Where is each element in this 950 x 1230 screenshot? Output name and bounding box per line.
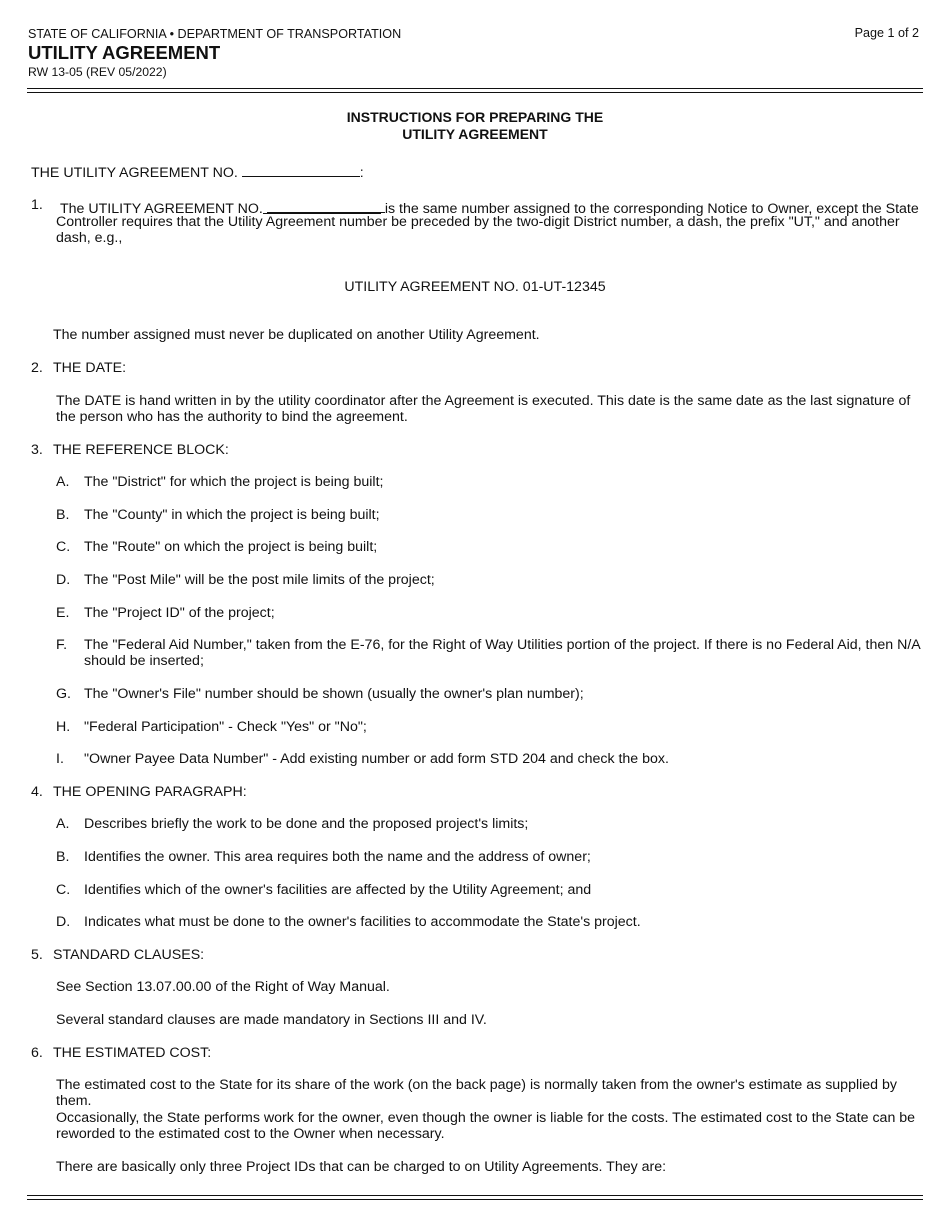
item3-b-letter: B.: [56, 507, 70, 523]
instructions-title-line2: UTILITY AGREEMENT: [402, 126, 548, 142]
item5-heading: STANDARD CLAUSES:: [53, 947, 205, 963]
page-number: Page 1 of 2: [854, 26, 919, 40]
item3-e-letter: E.: [56, 605, 70, 621]
item4-a-letter: A.: [56, 816, 70, 832]
item3-c-letter: C.: [56, 539, 71, 555]
item2-number: 2.: [31, 360, 43, 376]
footer-rule-top: [27, 1195, 923, 1196]
header-rule-top: [27, 88, 923, 89]
item6-heading: THE ESTIMATED COST:: [53, 1045, 212, 1061]
item2-heading: THE DATE:: [53, 360, 127, 376]
header-agency: STATE OF CALIFORNIA • DEPARTMENT OF TRANSPORTATION: [28, 27, 402, 41]
item5-text1: See Section 13.07.00.00 of the Right of Way Manual.: [56, 979, 390, 995]
item1-note: The number assigned must never be duplicated on another Utility Agreement.: [53, 327, 540, 343]
item1-blank: [267, 198, 385, 213]
instructions-title: [0, 109, 950, 143]
item3-g-letter: G.: [56, 686, 71, 702]
item3-e-text: The "Project ID" of the project;: [84, 605, 275, 621]
agreement-no-label: THE UTILITY AGREEMENT NO.: [31, 165, 238, 181]
item4-d-text: Indicates what must be done to the owner's facilities to accommodate the State's project.: [84, 914, 641, 930]
item1-example: UTILITY AGREEMENT NO. 01-UT-12345: [344, 279, 606, 295]
item1-overline: [263, 213, 381, 214]
item6-text3: There are basically only three Project IDs that can be charged to on Utility Agreements. They are:: [56, 1159, 667, 1175]
item4-a-text: Describes briefly the work to be done and the proposed project's limits;: [84, 816, 529, 832]
item4-c-text: Identifies which of the owner's facilities are affected by the Utility Agreement; and: [84, 882, 592, 898]
item3-d-text: The "Post Mile" will be the post mile limits of the project;: [84, 572, 435, 588]
item3-a-letter: A.: [56, 474, 70, 490]
item3-f-text: The "Federal Aid Number," taken from the E-76, for the Right of Way Utilities portion of the project. If there is no Federal Aid, then N/A should be inserted;: [84, 637, 920, 669]
item3-d-letter: D.: [56, 572, 71, 588]
item3-f-letter: F.: [56, 637, 68, 653]
form-number: RW 13-05 (REV 05/2022): [28, 65, 167, 79]
agreement-no-blank: [242, 162, 360, 177]
item3-g-text: The "Owner's File" number should be shown (usually the owner's plan number);: [84, 686, 584, 702]
item3-h-text: "Federal Participation" - Check "Yes" or "No";: [84, 719, 367, 735]
item4-number: 4.: [31, 784, 43, 800]
item5-number: 5.: [31, 947, 43, 963]
item1-lead: The UTILITY AGREEMENT NO.: [60, 201, 263, 217]
item1-text: Controller requires that the Utility Agreement number be preceded by the two-digit District number, a dash, the prefix "UT," and another dash, e.g.,: [56, 214, 900, 246]
item4-heading: THE OPENING PARAGRAPH:: [53, 784, 247, 800]
item3-i-text: "Owner Payee Data Number" - Add existing number or add form STD 204 and check the box.: [84, 751, 669, 767]
agreement-no-suffix: :: [359, 165, 364, 181]
footer-rule-bottom: [27, 1199, 923, 1200]
item3-i-letter: I.: [56, 751, 64, 767]
header-rule-bottom: [27, 92, 923, 93]
instructions-title-line1: INSTRUCTIONS FOR PREPARING THE: [346, 109, 604, 125]
item4-c-letter: C.: [56, 882, 71, 898]
form-title: UTILITY AGREEMENT: [28, 42, 221, 63]
item3-b-text: The "County" in which the project is being built;: [84, 507, 380, 523]
item6-text1: The estimated cost to the State for its share of the work (on the back page) is normally taken from the owner's estimate as supplied by them.: [56, 1077, 897, 1109]
item3-heading: THE REFERENCE BLOCK:: [53, 442, 229, 458]
item6-number: 6.: [31, 1045, 43, 1061]
item5-text2: Several standard clauses are made mandatory in Sections III and IV.: [56, 1012, 487, 1028]
item3-h-letter: H.: [56, 719, 71, 735]
item3-a-text: The "District" for which the project is being built;: [84, 474, 384, 490]
item1-text-line1: is the same number assigned to the corresponding Notice to Owner, except the State: [384, 201, 919, 217]
item4-b-text: Identifies the owner. This area requires both the name and the address of owner;: [84, 849, 591, 865]
item3-number: 3.: [31, 442, 43, 458]
item2-text: The DATE is hand written in by the utility coordinator after the Agreement is executed. This date is the same date as the last signature of the person who has the authority to bind the agreement.: [56, 393, 911, 425]
item4-d-letter: D.: [56, 914, 71, 930]
agreement-no-line: [31, 162, 364, 181]
item4-b-letter: B.: [56, 849, 70, 865]
item6-text2: Occasionally, the State performs work for the owner, even though the owner is liable for the costs. The estimated cost to the State can be reworded to the estimated cost to the Owner when necessary.: [56, 1110, 916, 1142]
item3-c-text: The "Route" on which the project is being built;: [84, 539, 378, 555]
item1-number: 1.: [31, 197, 43, 213]
